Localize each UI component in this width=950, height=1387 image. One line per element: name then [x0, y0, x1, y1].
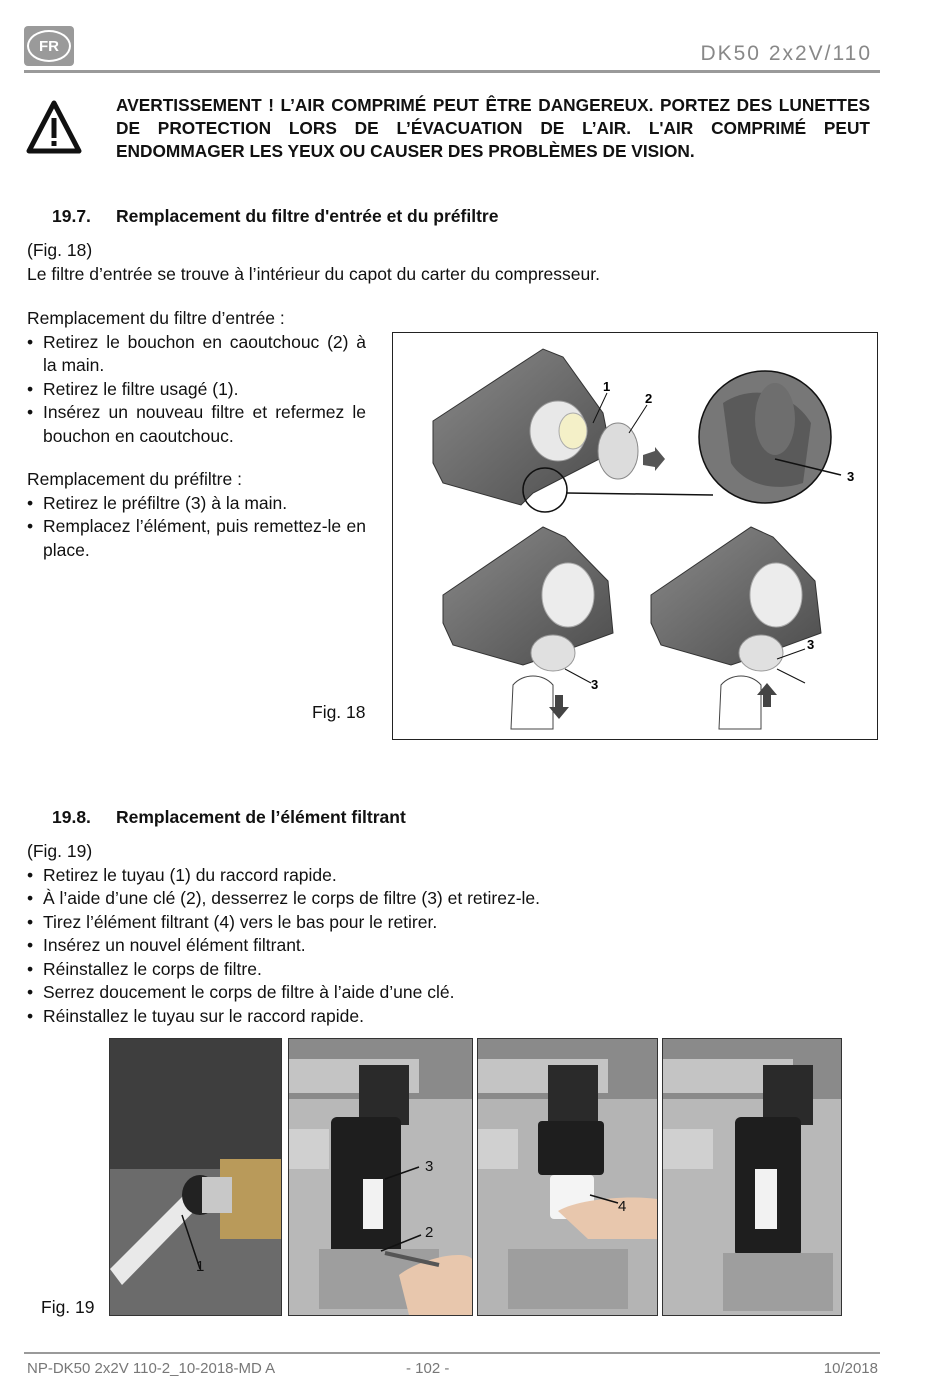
- section-heading-19-7: [52, 206, 498, 227]
- callout-3: 3: [847, 469, 855, 484]
- section-number: 19.7.: [52, 206, 91, 226]
- inlet-heading: Remplacement du filtre d’entrée :: [27, 308, 285, 328]
- footer-date: 10/2018: [823, 1360, 878, 1377]
- photo-removing-filter-element: [477, 1038, 658, 1316]
- compressor-cover-bottom-left: [443, 527, 613, 729]
- figure-label-19: Fig. 19: [41, 1297, 95, 1317]
- callout-4: 4: [618, 1198, 627, 1215]
- list-item: • Réinstallez le tuyau sur le raccord rapide.: [27, 1005, 877, 1029]
- prefilter-instructions: [27, 468, 366, 562]
- list-item: • Remplacez l’élément, puis remettez-le en place.: [27, 515, 366, 562]
- footer-rule: [24, 1352, 880, 1354]
- intro-text: Le filtre d’entrée se trouve à l’intérieur du capot du carter du compresseur.: [27, 263, 600, 284]
- list-item: • Retirez le filtre usagé (1).: [27, 378, 366, 402]
- language-code: FR: [39, 37, 59, 55]
- callout-2: 2: [645, 391, 653, 406]
- section-19-8-body: [27, 840, 877, 1028]
- list-item: • Insérez un nouvel élément filtrant.: [27, 934, 877, 958]
- section-title: Remplacement du filtre d'entrée et du préfiltre: [116, 206, 499, 226]
- list-item: • Retirez le préfiltre (3) à la main.: [27, 492, 366, 516]
- callout-3: 3: [591, 677, 599, 692]
- header-rule: [24, 70, 880, 73]
- section-heading-19-8: [52, 807, 406, 828]
- list-item: • Retirez le bouchon en caoutchouc (2) à la main.: [27, 331, 366, 378]
- callout-1: 1: [603, 379, 611, 394]
- photo-reinstalled-filter: [662, 1038, 842, 1316]
- list-item: • À l’aide d’une clé (2), desserrez le corps de filtre (3) et retirez-le.: [27, 887, 877, 911]
- zoom-detail: [699, 371, 841, 503]
- callout-1: 1: [196, 1258, 205, 1275]
- document-title: DK50 2x2V/110: [700, 42, 872, 65]
- photo-hose-removal: [109, 1038, 282, 1316]
- page-number: - 102 -: [406, 1360, 450, 1377]
- compressor-cover-bottom-right: [651, 527, 821, 729]
- list-item: • Réinstallez le corps de filtre.: [27, 958, 877, 982]
- figure-reference: (Fig. 19): [27, 841, 93, 861]
- callout-3: 3: [807, 637, 815, 652]
- callout-3: 3: [425, 1158, 434, 1175]
- compressor-cover-top: [433, 349, 713, 512]
- figure-reference: (Fig. 18): [27, 240, 93, 260]
- list-item: • Tirez l’élément filtrant (4) vers le bas pour le retirer.: [27, 911, 877, 935]
- prefilter-heading: Remplacement du préfiltre :: [27, 469, 242, 489]
- warning-triangle-icon: [26, 100, 82, 154]
- section-19-7-intro: [27, 239, 877, 286]
- figure-18: [392, 332, 878, 740]
- list-item: • Insérez un nouveau filtre et refermez le bouchon en caoutchouc.: [27, 401, 366, 448]
- filter-replacement-illustration: [393, 333, 877, 739]
- language-badge: [24, 26, 74, 66]
- footer-document-code: NP-DK50 2x2V 110-2_10-2018-MD A: [27, 1360, 276, 1377]
- callout-2: 2: [425, 1224, 434, 1241]
- list-item: • Serrez doucement le corps de filtre à l’aide d’une clé.: [27, 981, 877, 1005]
- section-number: 19.8.: [52, 807, 91, 827]
- section-title: Remplacement de l’élément filtrant: [116, 807, 406, 827]
- figure-label-18: Fig. 18: [312, 702, 366, 722]
- list-item: • Retirez le tuyau (1) du raccord rapide.: [27, 864, 877, 888]
- inlet-filter-instructions: [27, 307, 366, 448]
- warning-text: AVERTISSEMENT ! L’AIR COMPRIMÉ PEUT ÊTRE DANGEREUX. PORTEZ DES LUNETTES DE PROTECTION LORS DE L’ÉVACUATION DE L’AIR. L'AIR COMPRIMÉ PEUT ENDOMMAGER LES YEUX OU CAUSER DES PROBLÈMES DE VISION.: [116, 95, 870, 161]
- photo-loosening-filter-housing: [288, 1038, 473, 1316]
